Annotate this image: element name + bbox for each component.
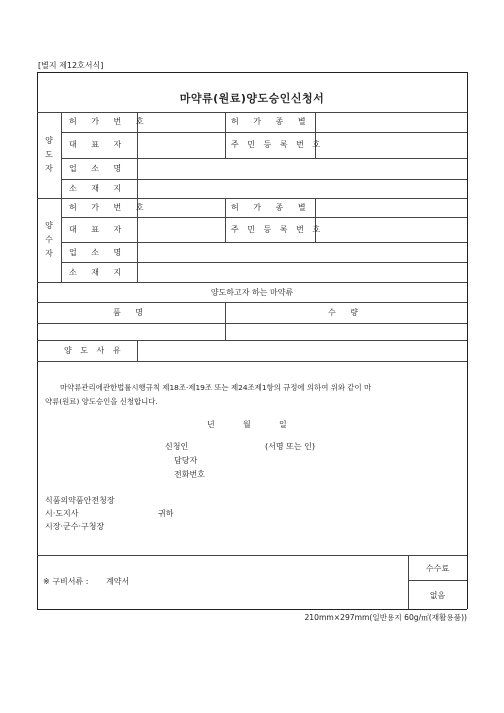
- form-number: [별지 제12호서식]: [38, 61, 104, 70]
- date-year: 년: [207, 420, 215, 429]
- statement-line-1: 마약류관리에관한법률시행규칙 제18조·제19조 또는 제24조제1항의 규정에 의하여 위와 같이 마: [60, 383, 372, 392]
- fee-label: 수수료: [425, 564, 450, 573]
- fee-value: 없음: [429, 591, 446, 600]
- documents-label: ※ 구비서류 :: [43, 577, 89, 586]
- page-title: 마약류(원료)양도승인신청서: [179, 92, 325, 105]
- transferor-license-type-label: 허 가 종 별: [231, 117, 312, 126]
- phone-label: 전화번호: [174, 470, 205, 479]
- applicant-label: 신청인: [165, 442, 189, 451]
- transferor-resident-no-label: 주 민 등 록 번 호: [231, 140, 324, 149]
- signature-label: (서명 또는 인): [265, 442, 315, 451]
- transferor-business-name-label: 업 소 명: [69, 164, 128, 173]
- recipient-line-3: 시장·군수·구청장: [45, 522, 105, 531]
- drug-section-heading: 양도하고자 하는 마약류: [210, 288, 294, 297]
- date-day: 일: [279, 420, 287, 429]
- transferor-representative-label: 대 표 자: [69, 140, 128, 149]
- drug-qty-header: 수 량: [328, 308, 364, 317]
- statement-line-2: 약류(원료) 양도승인을 신청합니다.: [45, 397, 158, 406]
- transferee-license-no-label: 허 가 번 호: [69, 203, 150, 212]
- recipient-honorific: 귀하: [158, 509, 174, 518]
- transferee-representative-label: 대 표 자: [69, 225, 128, 234]
- recipient-line-2: 시·도지사: [45, 509, 79, 518]
- transferee-label: 양 수 자: [45, 221, 53, 258]
- transferor-license-no-label: 허 가 번 호: [69, 117, 150, 126]
- drug-item-header: 품 명: [113, 308, 149, 317]
- manager-label: 담당자: [174, 456, 198, 465]
- recipient-line-1: 식품의약품안전청장: [45, 496, 115, 505]
- transferee-resident-no-label: 주 민 등 록 번 호: [231, 225, 324, 234]
- documents-value: 계약서: [106, 577, 130, 586]
- date-month: 월: [243, 420, 251, 429]
- reason-label: 양 도 사 유: [64, 346, 124, 355]
- transferor-label: 양 도 자: [45, 136, 53, 173]
- transferee-address-label: 소 재 지: [69, 268, 128, 277]
- transferee-business-name-label: 업 소 명: [69, 248, 128, 257]
- paper-size-note: 210mm×297mm(일반용지 60g/㎡(재활용품)): [304, 613, 467, 622]
- transferor-address-label: 소 재 지: [69, 184, 128, 193]
- transferee-license-type-label: 허 가 종 별: [231, 203, 312, 212]
